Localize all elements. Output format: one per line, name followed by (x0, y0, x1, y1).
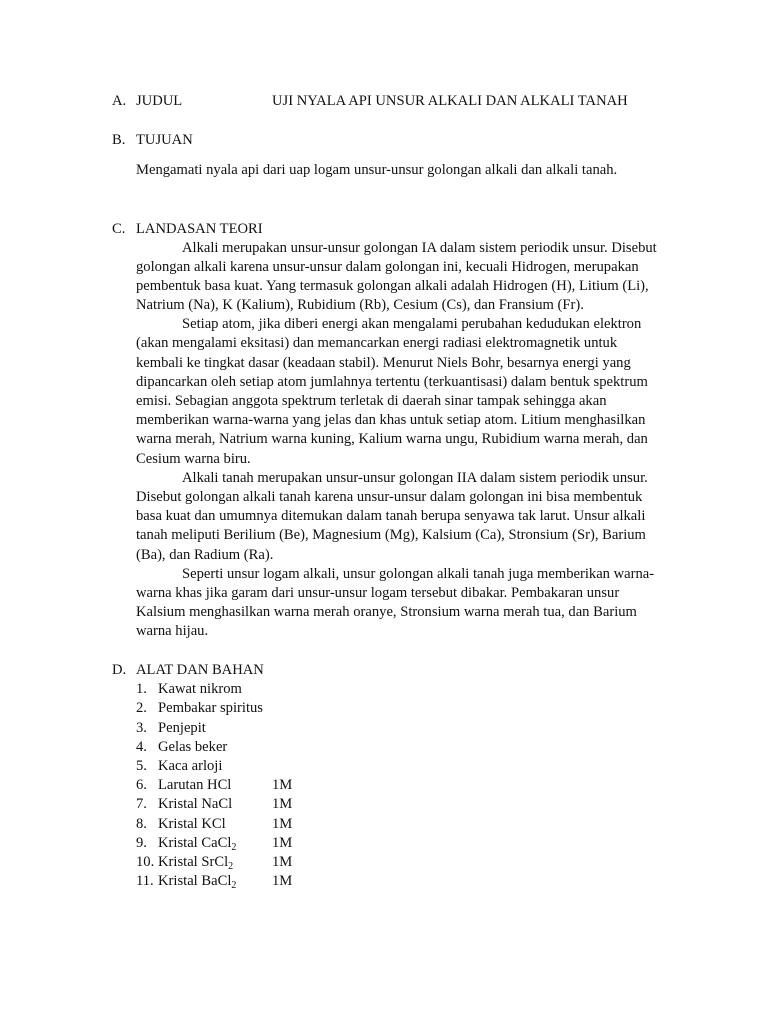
list-item-number: 5. (136, 758, 147, 774)
list-item-number: 6. (136, 777, 147, 793)
paragraph-line: Alkali tanah merupakan unsur-unsur golongan IIA dalam sistem periodik unsur. (182, 470, 648, 486)
list-item-number: 1. (136, 681, 147, 697)
paragraph-line: Alkali merupakan unsur-unsur golongan IA dalam sistem periodik unsur. Disebut (182, 240, 657, 256)
section-a-title: JUDUL (136, 93, 183, 109)
paragraph-line: Disebut golongan alkali tanah karena unsur-unsur dalam golongan ini bisa membentuk (136, 489, 643, 505)
paragraph-line: (akan mengalami eksitasi) dan memancarkan energi radiasi elektromagnetik untuk (136, 335, 618, 351)
list-item-name (158, 835, 236, 852)
list-item-name (158, 854, 233, 871)
paragraph-line: warna merah, Natrium warna kuning, Kalium warna ungu, Rubidium warna merah, dan (136, 431, 648, 447)
paragraph-line: Cesium warna biru. (136, 451, 251, 467)
paragraph-line: tanah meliputi Berilium (Be), Magnesium (Mg), Kalsium (Ca), Stronsium (Sr), Barium (136, 527, 646, 543)
list-item-concentration: 1M (272, 777, 293, 793)
list-item-number: 10. (136, 854, 155, 870)
list-item-name: Kristal NaCl (158, 796, 233, 812)
list-item-number: 7. (136, 796, 147, 812)
list-item-name: Kaca arloji (158, 758, 223, 774)
section-c-letter: C. (112, 221, 126, 237)
paragraph-line: Setiap atom, jika diberi energi akan mengalami perubahan kedudukan elektron (182, 316, 642, 332)
list-item-concentration: 1M (272, 873, 293, 889)
section-a-letter: A. (112, 93, 127, 109)
list-item-name: Gelas beker (158, 739, 228, 755)
section-b-title: TUJUAN (136, 132, 193, 148)
compound-subscript: 2 (228, 861, 234, 872)
paragraph-line: warna khas jika garam dari unsur-unsur logam tersebut dibakar. Pembakaran unsur (136, 585, 620, 601)
compound-subscript: 2 (231, 842, 237, 853)
section-d-letter: D. (112, 662, 127, 678)
paragraph-line: warna hijau. (136, 623, 209, 639)
list-item-name: Pembakar spiritus (158, 700, 263, 716)
paragraph-line: memberikan warna-warna yang jelas dan khas untuk setiap atom. Litium menghasilkan (136, 412, 646, 428)
compound-name: Kristal CaCl (158, 835, 232, 851)
compound-name: Kristal SrCl (158, 854, 229, 870)
judul-text: UJI NYALA API UNSUR ALKALI DAN ALKALI TANAH (272, 93, 628, 109)
list-item-name: Larutan HCl (158, 777, 232, 793)
list-item-number: 8. (136, 816, 147, 832)
list-item-number: 2. (136, 700, 147, 716)
paragraph-line: Kalsium menghasilkan warna merah oranye, Stronsium warna merah tua, dan Barium (136, 604, 637, 620)
paragraph-line: pembentuk basa kuat. Yang termasuk golongan alkali adalah Hidrogen (H), Litium (Li), (136, 278, 649, 294)
list-item-concentration: 1M (272, 796, 293, 812)
paragraph-line: Seperti unsur logam alkali, unsur golongan alkali tanah juga memberikan warna- (182, 566, 655, 582)
list-item-concentration: 1M (272, 854, 293, 870)
list-item-concentration: 1M (272, 835, 293, 851)
section-b-letter: B. (112, 132, 126, 148)
section-c-title: LANDASAN TEORI (136, 221, 263, 237)
paragraph-line: Natrium (Na), K (Kalium), Rubidium (Rb), Cesium (Cs), dan Fransium (Fr). (136, 297, 584, 313)
list-item-name: Penjepit (158, 720, 206, 736)
compound-subscript: 2 (231, 880, 237, 891)
compound-name: Kristal BaCl (158, 873, 232, 889)
list-item-number: 11. (136, 873, 154, 889)
paragraph-line: dipancarkan oleh setiap atom jumlahnya tertentu (terkuantisasi) dalam bentuk spektrum (136, 374, 648, 390)
list-item-concentration: 1M (272, 816, 293, 832)
list-item-name (158, 873, 236, 890)
list-item-name: Kawat nikrom (158, 681, 242, 697)
paragraph-line: basa kuat dan umumnya ditemukan dalam tanah berupa senyawa tak larut. Unsur alkali (136, 508, 646, 524)
paragraph-line: emisi. Sebagian anggota spektrum terletak di daerah sinar tampak sehingga akan (136, 393, 607, 409)
paragraph-line: golongan alkali karena unsur-unsur dalam golongan ini, kecuali Hidrogen, merupakan (136, 259, 639, 275)
paragraph-line: (Ba), dan Radium (Ra). (136, 547, 274, 563)
list-item-number: 4. (136, 739, 147, 755)
paragraph-line: kembali ke tingkat dasar (keadaan stabil). Menurut Niels Bohr, besarnya energi yang (136, 355, 631, 371)
list-item-number: 3. (136, 720, 147, 736)
list-item-number: 9. (136, 835, 147, 851)
section-d-title: ALAT DAN BAHAN (136, 662, 264, 678)
list-item-name: Kristal KCl (158, 816, 226, 832)
tujuan-text: Mengamati nyala api dari uap logam unsur-unsur golongan alkali dan alkali tanah. (136, 162, 618, 178)
